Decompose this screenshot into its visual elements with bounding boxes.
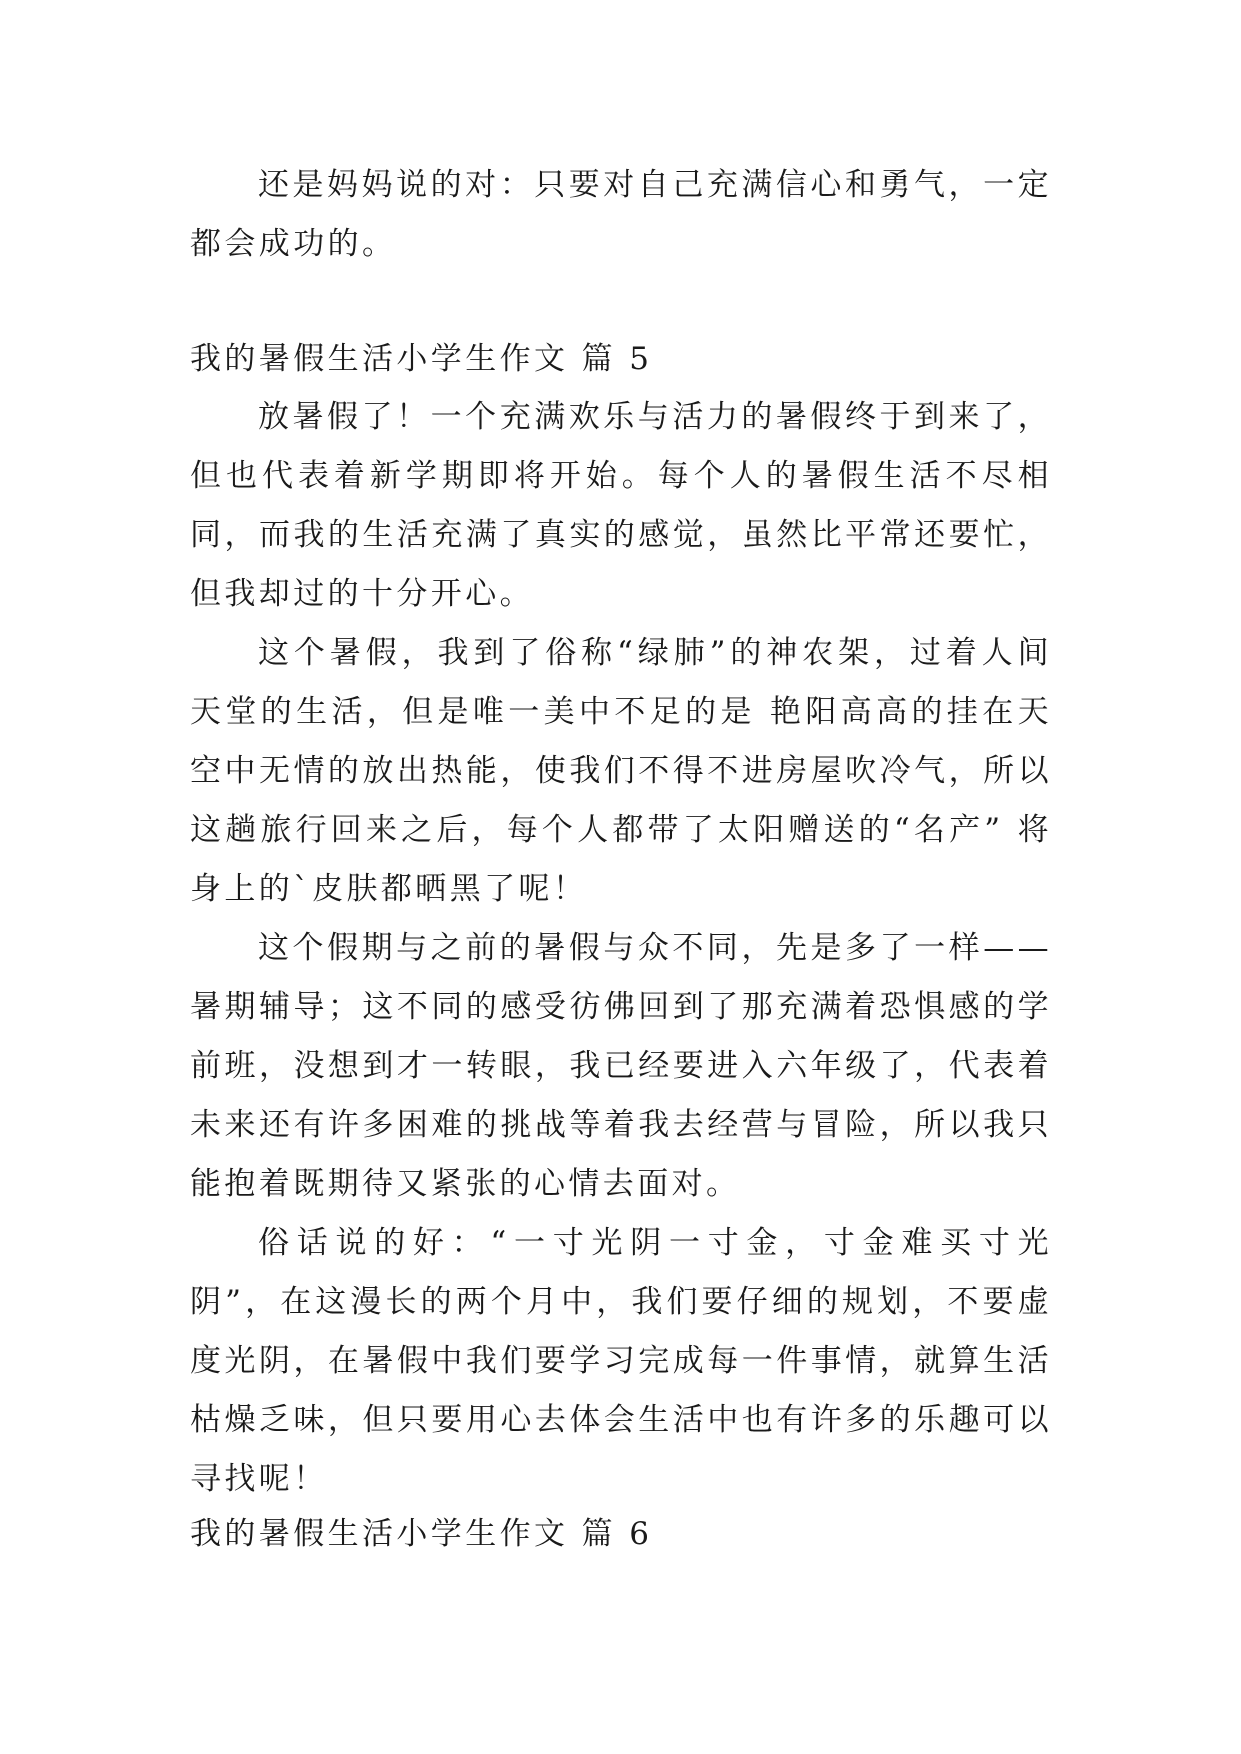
- section5-paragraph-3: 这个假期与之前的暑假与众不同，先是多了一样——暑期辅导；这不同的感受彷佛回到了那充满着恐惧感的学前班，没想到才一转眼，我已经要进入六年级了，代表着未来还有许多困难的挑战等着我去经营与冒险，所以我只能抱着既期待又紧张的心情去面对。: [190, 930, 1052, 1202]
- section5-paragraph-1: 放暑假了！一个充满欢乐与活力的暑假终于到来了，但也代表着新学期即将开始。每个人的暑假生活不尽相同，而我的生活充满了真实的感觉，虽然比平常还要忙，但我却过的十分开心。: [190, 399, 1052, 612]
- section5-paragraph-4: 俗话说的好：“一寸光阴一寸金，寸金难买寸光阴”，在这漫长的两个月中，我们要仔细的规划，不要虚度光阴，在暑假中我们要学习完成每一件事情，就算生活枯燥乏味，但只要用心去体会生活中也有许多的乐趣可以寻找呢！: [190, 1225, 1052, 1497]
- section5-paragraph-2: 这个暑假，我到了俗称“绿肺”的神农架，过着人间天堂的生活，但是唯一美中不足的是 艳阳高高的挂在天空中无情的放出热能，使我们不得不进房屋吹冷气，所以这趟旅行回来之后，每个人都带了太阳赠送的“名产” 将身上的`皮肤都晒黑了呢！: [190, 635, 1052, 907]
- section-heading-5: 我的暑假生活小学生作文 篇 5: [190, 341, 653, 377]
- section-heading-6: 我的暑假生活小学生作文 篇 6: [190, 1516, 653, 1552]
- intro-paragraph: 还是妈妈说的对：只要对自己充满信心和勇气，一定都会成功的。: [190, 167, 1052, 262]
